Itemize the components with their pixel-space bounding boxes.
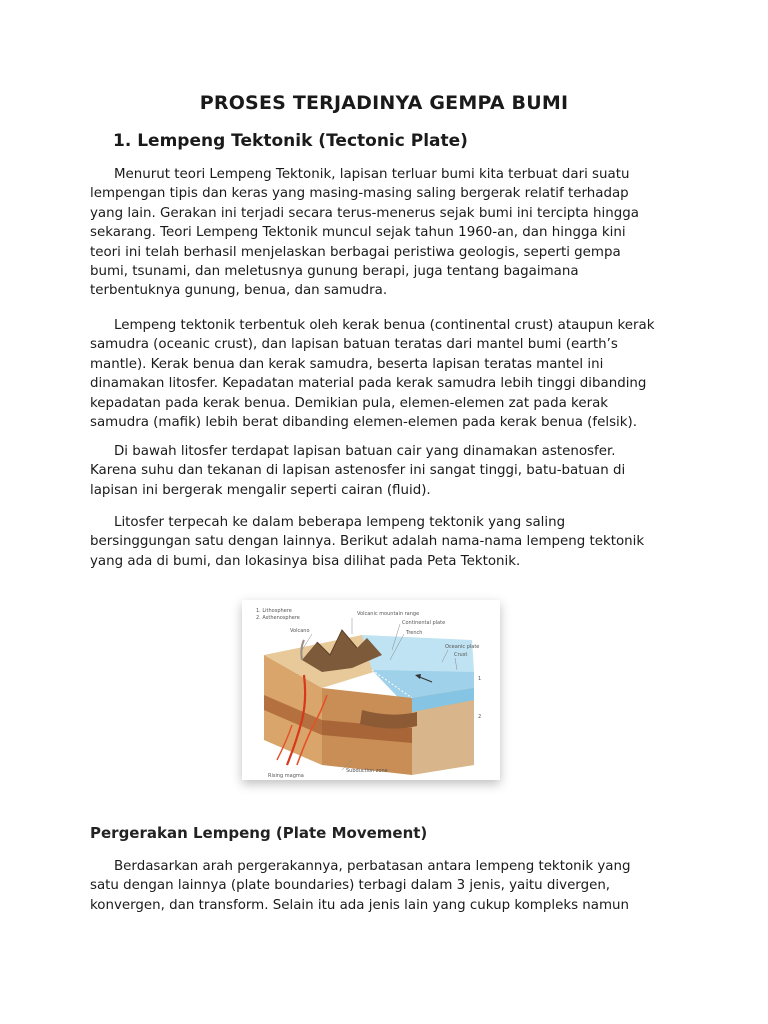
label-rising-magma: Rising magma	[268, 773, 304, 779]
paragraph-line: kepadatan pada kerak benua. Demikian pula, elemen-elemen zat pada kerak	[90, 395, 609, 411]
paragraph-line: Berdasarkan arah pergerakannya, perbatasan antara lempeng tektonik yang	[114, 859, 631, 874]
label-volcano: Volcano	[290, 628, 310, 634]
label-number-2: 2	[478, 714, 482, 720]
section-heading-plate-movement: Pergerakan Lempeng (Plate Movement)	[90, 824, 428, 842]
paragraph-line: yang lain. Gerakan ini terjadi secara terus-menerus sejak bumi ini tercipta hingga	[90, 205, 639, 221]
paragraph-line: Karena suhu dan tekanan di lapisan astenosfer ini sangat tinggi, batu-batuan di	[90, 463, 626, 479]
paragraph-line: mantle). Kerak benua dan kerak samudra, beserta lapisan teratas mantel ini	[90, 356, 604, 372]
paragraph-line: konvergen, dan transform. Selain itu ada jenis lain yang cukup kompleks namun	[90, 897, 630, 913]
paragraph-line: Menurut teori Lempeng Tektonik, lapisan terluar bumi kita terbuat dari suatu	[114, 167, 630, 182]
paragraph-line: bumi, tsunami, dan meletusnya gunung berapi, juga tentang bagaimana	[90, 264, 579, 280]
paragraph-1	[90, 165, 680, 301]
section-heading-tectonic-plate: 1. Lempeng Tektonik (Tectonic Plate)	[113, 131, 468, 151]
paragraph-line: Lempeng tektonik terbentuk oleh kerak benua (continental crust) ataupun kerak	[114, 318, 655, 333]
paragraph-line: Di bawah litosfer terdapat lapisan batuan cair yang dinamakan astenosfer.	[114, 444, 616, 459]
paragraph-line: lapisan ini bergerak mengalir seperti cairan (fluid).	[90, 482, 431, 498]
paragraph-line: bersinggungan satu dengan lainnya. Berikut adalah nama-nama lempeng tektonik	[90, 534, 645, 550]
paragraph-5	[90, 857, 680, 915]
label-number-1: 1	[478, 676, 482, 682]
paragraph-4	[90, 513, 680, 571]
legend-lithosphere: 1. Lithosphere	[256, 608, 292, 614]
legend-asthenosphere: 2. Asthenosphere	[256, 615, 300, 621]
paragraph-line: Litosfer terpecah ke dalam beberapa lempeng tektonik yang saling	[114, 515, 566, 530]
label-continental-plate: Continental plate	[402, 620, 446, 626]
paragraph-line: samudra (oceanic crust), dan lapisan batuan teratas dari mantel bumi (earth’s	[90, 337, 618, 353]
paragraph-3	[90, 442, 680, 500]
paragraph-line: sekarang. Teori Lempeng Tektonik muncul sejak tahun 1960-an, dan hingga kini	[90, 225, 626, 241]
label-oceanic-plate: Oceanic plate	[445, 644, 480, 650]
label-subduction-zone: Subduction zone	[346, 768, 388, 774]
label-crust: Crust	[454, 652, 468, 658]
paragraph-line: dinamakan litosfer. Kepadatan material pada kerak samudra lebih tinggi dibanding	[90, 376, 647, 392]
label-trench: Trench	[406, 630, 423, 636]
paragraph-line: terbentuknya gunung, benua, dan samudra.	[90, 283, 388, 299]
paragraph-line: samudra (mafik) lebih berat dibanding elemen-elemen pada kerak benua (felsik).	[90, 415, 638, 431]
paragraph-line: teori ini telah berhasil menjelaskan berbagai peristiwa geologis, seperti gempa	[90, 244, 621, 260]
label-volcanic-range: Volcanic mountain range	[357, 611, 420, 617]
paragraph-line: lempengan tipis dan keras yang masing-masing saling bergerak relatif terhadap	[90, 186, 629, 202]
tectonic-plate-illustration	[242, 600, 500, 780]
paragraph-line: yang ada di bumi, dan lokasinya bisa dilihat pada Peta Tektonik.	[90, 553, 521, 569]
paragraph-2	[90, 316, 680, 432]
document-title: PROSES TERJADINYA GEMPA BUMI	[199, 92, 569, 114]
paragraph-line: satu dengan lainnya (plate boundaries) terbagi dalam 3 jenis, yaitu divergen,	[90, 878, 611, 894]
